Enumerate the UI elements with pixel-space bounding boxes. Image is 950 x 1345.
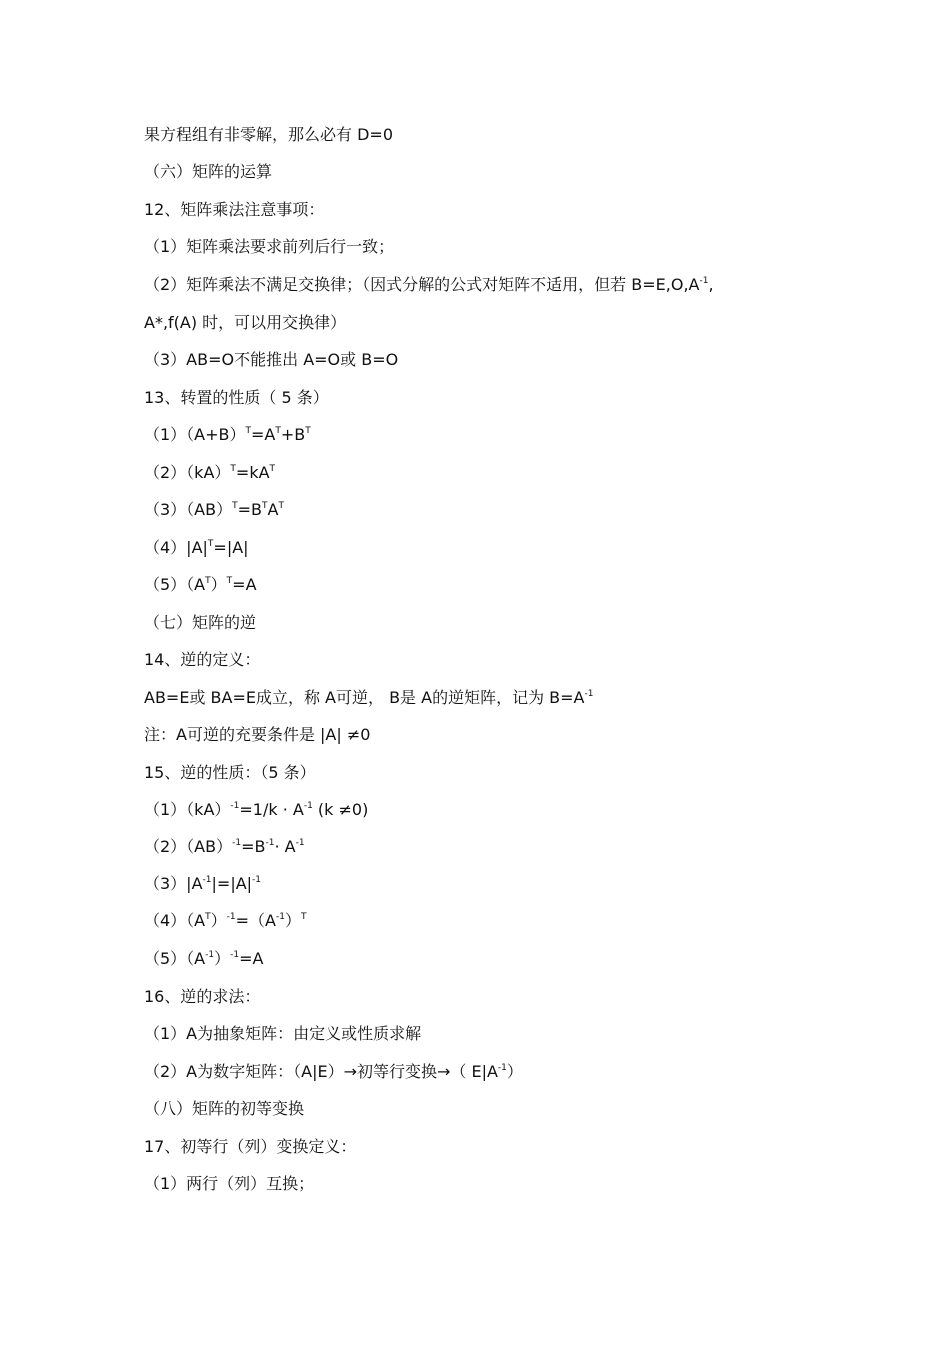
superscript: T — [278, 501, 284, 511]
formula-line: $(4)(A^T)^{-1}=(A^{-1})^T$ — [144, 911, 307, 930]
superscript: -1 — [303, 801, 313, 811]
item-heading: 12、矩阵乘法注意事项： — [144, 200, 325, 219]
item-heading: 15、逆的性质：（5 条） — [144, 763, 316, 782]
item-heading: 17、初等行（列）变换定义： — [144, 1137, 357, 1156]
superscript: T — [301, 912, 307, 922]
superscript: T — [205, 576, 211, 586]
text-line: 果方程组有非零解，那么必有 D=0 — [144, 125, 393, 144]
superscript: T — [275, 426, 281, 436]
superscript: T — [205, 912, 211, 922]
superscript: -1 — [230, 950, 240, 960]
superscript: T — [245, 426, 252, 436]
text-line: （1）两行（列）互换； — [144, 1174, 315, 1193]
superscript: -1 — [276, 912, 285, 922]
superscript: T — [305, 426, 311, 436]
item-heading: 16、逆的求法： — [144, 987, 261, 1006]
text-line: （1）矩阵乘法要求前列后行一致； — [144, 237, 395, 256]
superscript: -1 — [699, 276, 709, 286]
superscript: T — [269, 464, 276, 474]
text-line: A*,f(A) 时，可以用交换律） — [144, 313, 347, 332]
superscript: -1 — [232, 838, 242, 848]
text-line: （2）A为数字矩阵：（A|E）→初等行变换→（ $E|A^{-1}$） — [144, 1062, 523, 1081]
text-line: （3）AB=O不能推出 A=O或 B=O — [144, 350, 399, 369]
text-line: （1）A为抽象矩阵：由定义或性质求解 — [144, 1024, 422, 1043]
superscript: T — [230, 464, 236, 474]
formula-line: $(3)(AB)^T=B^TA^T$ — [144, 500, 284, 519]
formula-line: $(2)(kA)^T=kA^T$ — [144, 463, 276, 482]
note-line: 注：A可逆的充要条件是 |A| ≠0 — [144, 725, 371, 744]
superscript: -1 — [226, 912, 236, 922]
formula-line: $(1)(A+B)^T=A^T+B^T$ — [144, 425, 311, 444]
superscript: -1 — [230, 801, 240, 811]
superscript: -1 — [295, 838, 305, 848]
formula-line: $(3)|A^{-1}|=|A|^{-1}$ — [144, 874, 262, 893]
item-heading: 13、转置的性质（ 5 条） — [144, 388, 329, 407]
formula-line: $(5)(A^{-1})^{-1}=A$ — [144, 949, 264, 968]
section-heading: （八）矩阵的初等变换 — [144, 1099, 305, 1118]
formula-line: $(1)(kA)^{-1}=1/k \cdot A^{-1}$ (k ≠0) — [144, 800, 369, 819]
superscript: -1 — [252, 875, 262, 885]
superscript: -1 — [584, 689, 594, 699]
formula-line: $(5)(A^T)^T=A$ — [144, 575, 257, 594]
superscript: -1 — [497, 1063, 507, 1073]
formula-line: $(2)(AB)^{-1}=B^{-1}\cdot A^{-1}$ — [144, 837, 305, 856]
section-heading: （六）矩阵的运算 — [144, 162, 273, 181]
superscript: T — [226, 576, 233, 586]
section-heading: （七）矩阵的逆 — [144, 613, 257, 632]
superscript: -1 — [205, 950, 215, 960]
formula-line: $(4)|A|^T=|A|$ — [144, 538, 249, 557]
text-line: （2）矩阵乘法不满足交换律；（因式分解的公式对矩阵不适用，但若 $B=E,O,A^{-1}$, — [144, 275, 714, 294]
superscript: T — [232, 501, 238, 511]
superscript: T — [207, 539, 214, 549]
text-line: AB=E或 BA=E成立，称 A可逆， B是 A的逆矩阵，记为 $B=A^{-1}$ — [144, 688, 594, 707]
superscript: -1 — [202, 875, 212, 885]
superscript: -1 — [265, 838, 275, 848]
item-heading: 14、逆的定义： — [144, 650, 261, 669]
superscript: T — [262, 501, 268, 511]
